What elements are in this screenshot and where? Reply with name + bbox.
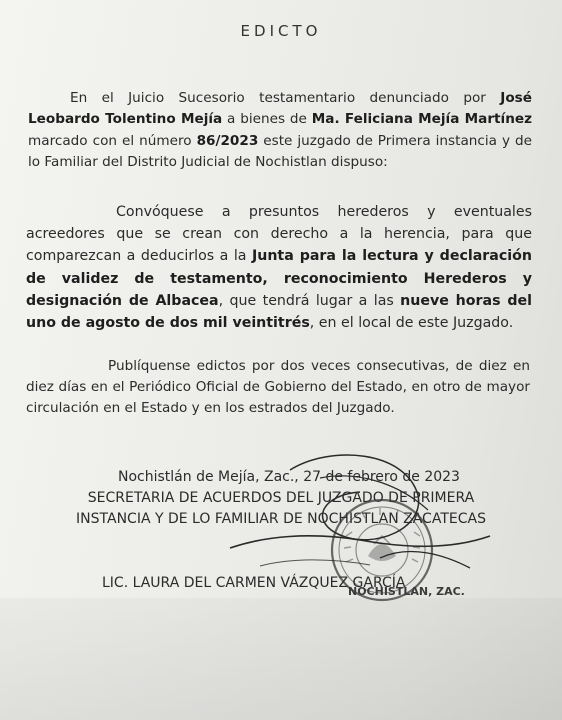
closing-institution-line: INSTANCIA Y DE LO FAMILIAR DE NOCHISTLAN ZACATECAS bbox=[76, 511, 486, 527]
paper-fold-shadow bbox=[0, 598, 562, 720]
paragraph-text: Convóquese a presuntos herederos y eventuales acreedores que se crean con derecho a la herencia, para que comparezcan a deducirlos a la bbox=[26, 204, 532, 265]
paragraph-text: Publíquense edictos por dos veces consecutivas, de diez en diez días en el Periódico Oficial de Gobierno del Estado, en otro de mayor circulación en el Estado y en los estrados del Juzgado. bbox=[26, 358, 530, 416]
paragraph-publication bbox=[26, 356, 530, 419]
closing-date-line: Nochistlán de Mejía, Zac., 27 de febrero de 2023 bbox=[118, 469, 460, 485]
paragraph-text: En el Juicio Sucesorio testamentario denunciado por bbox=[70, 90, 501, 106]
hearing-datetime: nueve horas del uno de agosto de dos mil veintitrés bbox=[26, 292, 532, 332]
handwritten-signature-icon bbox=[170, 440, 510, 590]
paragraph-text: este juzgado de Primera instancia y de lo Familiar del Distrito Judicial de Nochistlan dispuso: bbox=[28, 132, 532, 170]
paragraph-text: , en el local de este Juzgado. bbox=[309, 315, 514, 332]
paragraph-summons bbox=[26, 201, 532, 334]
paragraph-case-info bbox=[28, 88, 532, 173]
paragraph-text: a bienes de bbox=[222, 111, 312, 128]
decedent-name: Ma. Feliciana Mejía Martínez bbox=[311, 111, 533, 128]
paragraph-text: , que tendrá lugar a las bbox=[218, 292, 401, 309]
document-title: EDICTO bbox=[240, 22, 322, 40]
plaintiff-name: José Leobardo Tolentino Mejía bbox=[28, 90, 532, 128]
hearing-purpose: Junta para la lectura y declaración de validez de testamento, reconocimiento Herederos y designación de Albacea bbox=[26, 248, 533, 309]
case-number: 86/2023 bbox=[196, 132, 259, 149]
closing-secretary-line: SECRETARIA DE ACUERDOS DEL JUZGADO DE PRIMERA bbox=[87, 490, 475, 506]
officer-name: LIC. LAURA DEL CARMEN VÁZQUEZ GARCÍA bbox=[102, 575, 406, 591]
stamp-text: NOCHISTLAN, ZAC. bbox=[348, 585, 465, 598]
paragraph-text: marcado con el número bbox=[28, 132, 197, 149]
